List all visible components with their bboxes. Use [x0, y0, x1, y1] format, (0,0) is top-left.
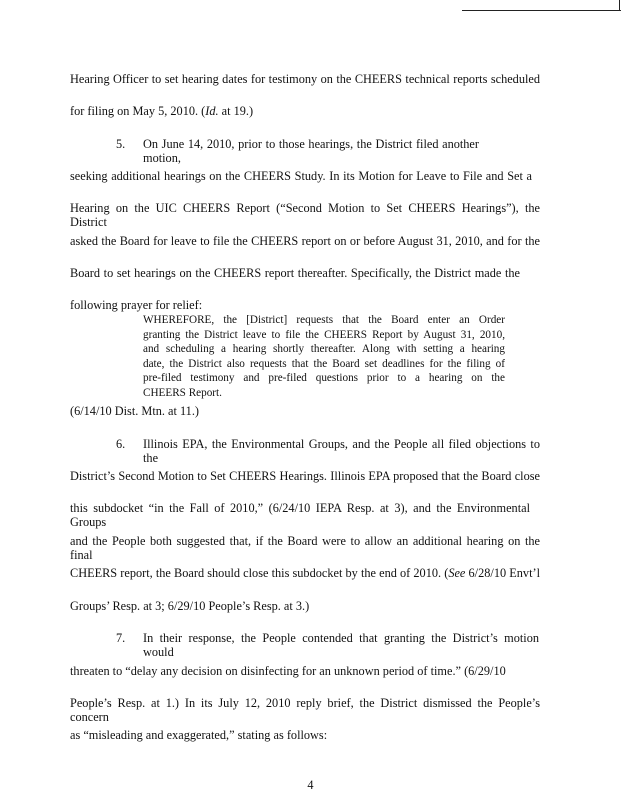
text-line — [70, 169, 532, 183]
text-line — [70, 599, 309, 613]
text-segment: (6/14/10 Dist. Mtn. at 11.) — [70, 404, 199, 418]
text-segment: District’s Second Motion to Set CHEERS Hearings. Illinois EPA proposed that the Board close — [70, 469, 540, 483]
text-segment: 5. — [116, 137, 126, 151]
text-segment: Groups’ Resp. at 3; 6/29/10 People’s Resp. at 3.) — [70, 599, 310, 613]
text-segment: at 19.) — [218, 104, 254, 118]
page-number: 4 — [307, 778, 314, 792]
block-quote-line: WHEREFORE, the [District] requests that the Board enter an Order — [143, 314, 505, 326]
text-line — [143, 631, 539, 659]
text-line — [70, 104, 253, 118]
text-line — [70, 664, 506, 678]
text-segment: Illinois EPA, the Environmental Groups, and the People all filed objections to the — [143, 437, 540, 465]
text-line — [70, 566, 540, 580]
text-segment: 6. — [116, 437, 126, 451]
text-line — [70, 298, 202, 312]
text-segment: Hearing on the UIC CHEERS Report (“Second Motion to Set CHEERS Hearings”), the District — [70, 201, 540, 229]
text-line — [70, 234, 540, 248]
block-quote-line: CHEERS Report. — [143, 386, 222, 399]
page-corner-border-right — [619, 0, 620, 11]
text-segment: CHEERS report, the Board should close this subdocket by the end of 2010. ( — [70, 566, 449, 580]
text-segment: threaten to “delay any decision on disinfecting for an unknown period of time.” (6/29/10 — [70, 664, 506, 678]
block-quote-line: date, the District also requests that the Board set deadlines for the filing of — [143, 357, 505, 370]
text-line — [70, 534, 540, 562]
text-segment: Board to set hearings on the CHEERS report thereafter. Specifically, the District made the — [70, 266, 520, 280]
text-line — [70, 201, 540, 229]
italic-citation: Id. — [205, 104, 219, 118]
italic-citation: See — [448, 566, 466, 580]
block-quote-line: pre-filed testimony and pre-filed questions prior to a hearing on the — [143, 372, 505, 385]
text-line — [70, 469, 540, 483]
paragraph-number — [116, 631, 125, 645]
text-line — [70, 404, 199, 418]
text-segment: 6/28/10 Envt’l — [465, 566, 540, 580]
text-segment: as “misleading and exaggerated,” stating as follows: — [70, 728, 328, 742]
block-quote — [143, 313, 505, 401]
page-corner-border-top — [462, 10, 621, 11]
paragraph-number — [116, 437, 125, 451]
text-segment: seeking additional hearings on the CHEERS Study. In its Motion for Leave to File and Set a — [70, 169, 532, 183]
text-line — [70, 501, 530, 529]
text-segment: this subdocket “in the Fall of 2010,” (6/24/10 IEPA Resp. at 3), and the Environmental Groups — [70, 501, 530, 529]
text-line — [70, 266, 520, 280]
text-segment: and the People both suggested that, if the Board were to allow an additional hearing on the final — [70, 534, 540, 562]
text-segment: Hearing Officer to set hearing dates for testimony on the CHEERS technical reports scheduled — [70, 72, 540, 86]
text-line — [70, 72, 540, 86]
text-segment: for filing on May 5, 2010. ( — [70, 104, 206, 118]
text-segment: asked the Board for leave to file the CHEERS report on or before August 31, 2010, and for the — [70, 234, 540, 248]
text-segment: 7. — [116, 631, 126, 645]
text-segment: On June 14, 2010, prior to those hearings, the District filed another motion, — [143, 137, 479, 165]
text-segment: following prayer for relief: — [70, 298, 203, 312]
paragraph-number — [116, 137, 125, 151]
text-line — [70, 728, 327, 742]
text-line — [143, 437, 540, 465]
text-line — [143, 137, 479, 165]
text-line — [70, 696, 540, 724]
text-segment: People’s Resp. at 1.) In its July 12, 2010 reply brief, the District dismissed the People’s concern — [70, 696, 540, 724]
text-segment: In their response, the People contended that granting the District’s motion would — [143, 631, 539, 659]
block-quote-line: granting the District leave to file the CHEERS Report by August 31, 2010, — [143, 328, 505, 341]
block-quote-line: and scheduling a hearing shortly thereafter. Along with setting a hearing — [143, 343, 505, 356]
